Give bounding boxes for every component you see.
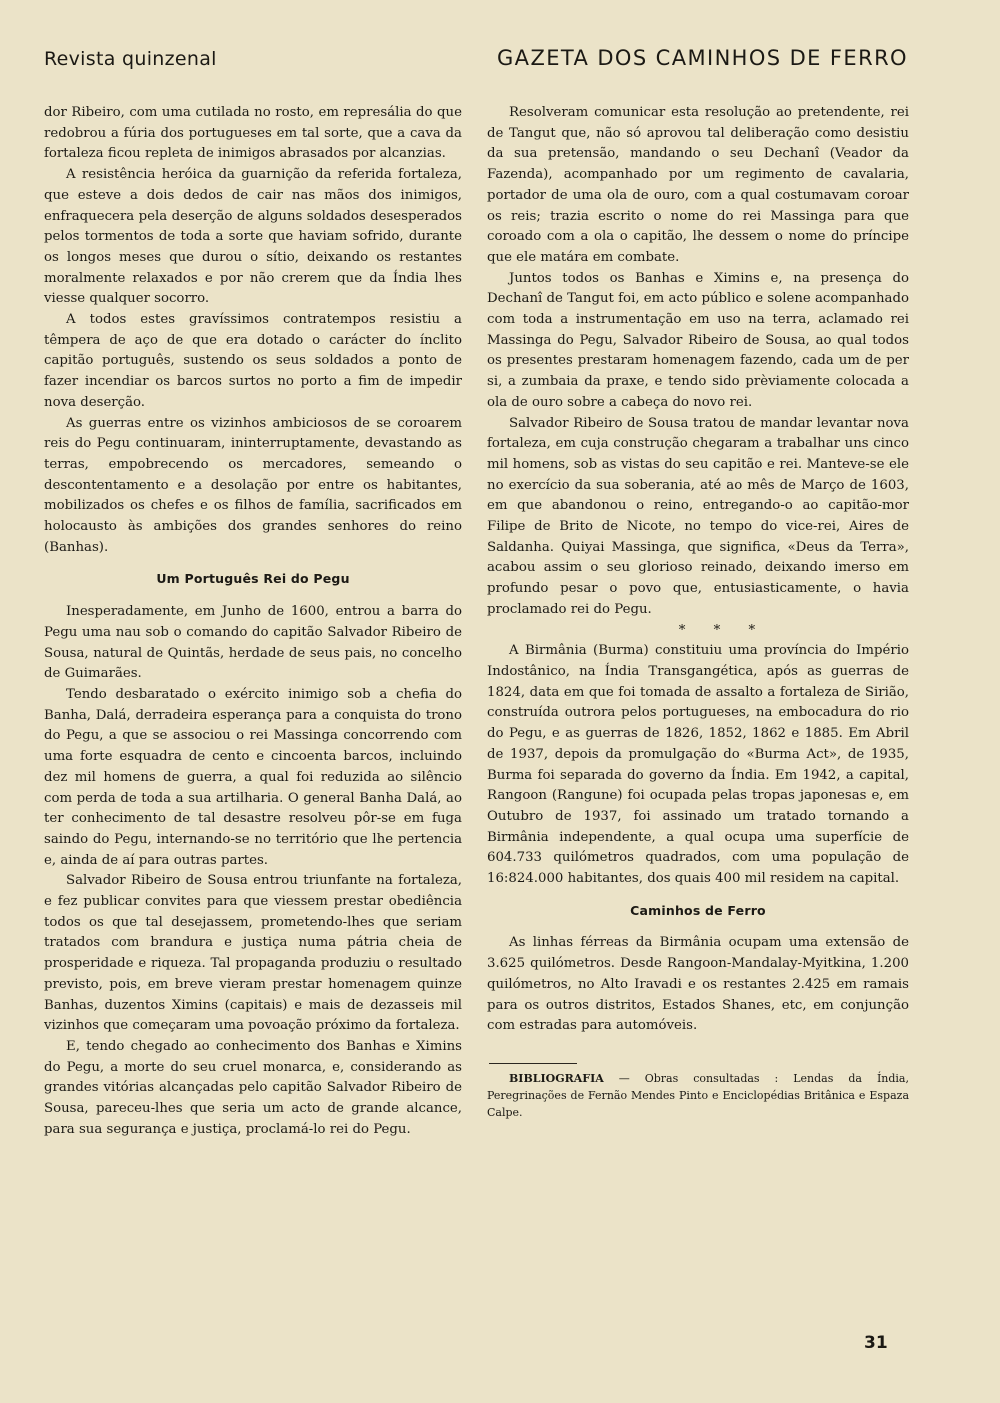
footnote-divider — [489, 1063, 577, 1064]
paragraph: dor Ribeiro, com uma cutilada no rosto, em represália do que redobrou a fúria dos portugueses em tal sorte, que a cava da fortaleza ficou repleta de inimigos abrasados por alcanzias. — [44, 105, 462, 162]
footnote-text: — Obras consultadas : Lendas da Índia, Peregrinações de Fernão Mendes Pinto e Enciclopédias Britânica e Espaza Calpe. — [487, 1071, 909, 1119]
paragraph: As guerras entre os vizinhos ambiciosos de se coroarem reis do Pegu continuaram, ininterruptamente, devastando as terras, empobrecendo os mercadores, semeando o descontentamento e a desolação por entre os habitantes, mobilizados os chefes e os filhos de família, sacrificados em holocausto às ambições dos grandes senhores do reino (Banhas). — [44, 415, 462, 555]
section-heading: Um Português Rei do Pegu — [156, 571, 350, 587]
bibliography-footnote — [487, 1070, 909, 1121]
paragraph: A Birmânia (Burma) constituiu uma província do Império Indostânico, na Índia Transgangética, após as guerras de 1824, data em que foi tomada de assalto a fortaleza de Sirião, construída outrora pelos portugueses, na embocadura do rio do Pegu, e as guerras de 1826, 1852, 1862 e 1885. Em Abril de 1937, depois da promulgação do «Burma Act», de 1935, Burma foi separada do governo da Índia. Em 1942, a capital, Rangoon (Rangune) foi ocupada pelas tropas japonesas e, em Outubro de 1937, foi assinado um tratado tornando a Birmânia independente, a qual ocupa uma superfície de 604.733 quilómetros quadrados, com uma população de 16:824.000 habitantes, dos quais 400 mil residem na capital. — [487, 643, 909, 887]
paragraph: A resistência heróica da guarnição da referida fortaleza, que esteve a dois dedos de cair nas mãos dos inimigos, enfraquecera pela deserção de alguns soldados desesperados pelos tormentos de toda a sorte que haviam sofrido, durante os longos meses que durou o sítio, deixando os restantes moralmente relaxados e por não crerem que da Índia lhes viesse qualquer socorro. — [44, 167, 462, 307]
paragraph: Inesperadamente, em Junho de 1600, entrou a barra do Pegu uma nau sob o comando do capitão Salvador Ribeiro de Sousa, natural de Quintãs, herdade de seus pais, no concelho de Guimarães. — [44, 604, 462, 682]
footnote-label: BIBLIOGRAFIA — [509, 1071, 604, 1085]
paragraph: Tendo desbaratado o exército inimigo sob a chefia do Banha, Dalá, derradeira esperança para a conquista do trono do Pegu, a que se associou o rei Massinga concorrendo com uma forte esquadra de cento e cincoenta barcos, incluindo dez mil homens de guerra, a qual foi reduzida ao silêncio com perda de toda a sua artilharia. O general Banha Dalá, ao ter conhecimento de tal desastre resolveu pôr-se em fuga saindo do Pegu, internando-se no território que lhe pertencia e, ainda de aí para outras partes. — [44, 686, 462, 868]
paragraph: Salvador Ribeiro de Sousa entrou triunfante na fortaleza, e fez publicar convites para que viessem prestar obediência todos os que tal desejassem, prometendo-lhes que seriam tratados com brandura e justiça numa pátria cheia de prosperidade e riqueza. Tal propaganda produziu o resultado previsto, pois, em breve vieram prestar homenagem quinze Banhas, duzentos Ximins (capitais) e mais de dezasseis mil vizinhos que começaram uma povoação próximo da fortaleza. — [44, 873, 462, 1034]
section-heading: Caminhos de Ferro — [630, 902, 766, 918]
section-separator: * * * — [678, 622, 768, 638]
header-left-title: Revista quinzenal — [44, 48, 217, 70]
paragraph: A todos estes gravíssimos contratempos resistiu a têmpera de aço de que era dotado o carácter do ínclito capitão português, sustendo os seus soldados a ponto de fazer incendiar os barcos surtos no porto a fim de impedir nova deserção. — [44, 312, 462, 410]
page-number: 31 — [864, 1333, 888, 1353]
paragraph: Salvador Ribeiro de Sousa tratou de mandar levantar nova fortaleza, em cuja construção chegaram a trabalhar uns cinco mil homens, sob as vistas do seu capitão e rei. Manteve-se ele no exercício da sua soberania, até ao mês de Março de 1603, em que abandonou o reino, entregando-o ao capitão-mor Filipe de Brito de Nicote, no tempo do vice-rei, Aires de Saldanha. Quiyai Massinga, que significa, «Deus da Terra», acabou assim o seu glorioso reinado, deixando imerso em profundo pesar o povo que, entusiasticamente, o havia proclamado rei do Pegu. — [487, 415, 909, 617]
paragraph: E, tendo chegado ao conhecimento dos Banhas e Ximins do Pegu, a morte do seu cruel monarca, e, considerando as grandes vitórias alcançadas pelo capitão Salvador Ribeiro de Sousa, pareceu-lhes que seria um acto de grande alcance, para sua segurança e justiça, proclamá-lo rei do Pegu. — [44, 1038, 462, 1137]
paragraph: As linhas férreas da Birmânia ocupam uma extensão de 3.625 quilómetros. Desde Rangoon-Mandalay-Myitkina, 1.200 quilómetros, no Alto Iravadi e os restantes 2.425 em ramais para os outros distritos, Estados Shanes, etc, em conjunção com estradas para automóveis. — [487, 935, 909, 1034]
left-column — [44, 103, 462, 1140]
paragraph: Resolveram comunicar esta resolução ao pretendente, rei de Tangut que, não só aprovou tal deliberação como desistiu da sua pretensão, mandando o seu Dechanî (Veador da Fazenda), acompanhado por um regimento de cavalaria, portador de uma ola de ouro, com a qual costumavam coroar os reis; trazia escrito o nome do rei Massinga para que coroado com a ola o capitão, lhe dessem o nome do príncipe que ele matára em combate. — [487, 105, 909, 265]
header-right-title: GAZETA DOS CAMINHOS DE FERRO — [497, 46, 908, 70]
right-column — [487, 103, 909, 1121]
page-header — [44, 46, 908, 70]
paragraph: Juntos todos os Banhas e Ximins e, na presença do Dechanî de Tangut foi, em acto público e solene acompanhado com toda a instrumentação em uso na terra, aclamado rei Massinga do Pegu, Salvador Ribeiro de Sousa, ao qual todos os presentes prestaram homenagem fazendo, cada um de per si, a zumbaia da praxe, e tendo sido prèviamente colocada a ola de ouro sobre a cabeça do novo rei. — [487, 270, 909, 410]
